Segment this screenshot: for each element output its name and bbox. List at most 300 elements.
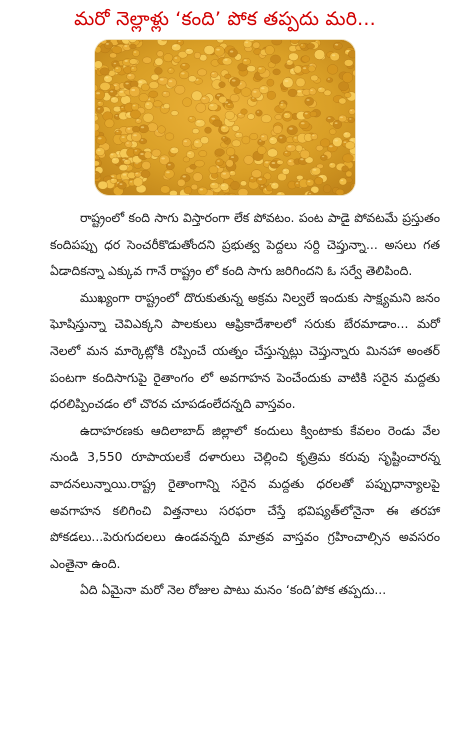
lentil-grain-highlight [335, 140, 338, 142]
lentil-grain [129, 59, 137, 65]
lentil-grain [232, 125, 239, 131]
lentil-grain-highlight [341, 180, 344, 182]
lentil-grain [271, 182, 279, 189]
lentil-grain-highlight [285, 80, 289, 82]
lentil-grain-highlight [117, 152, 120, 154]
lentil-grain-highlight [211, 118, 215, 120]
lentil-grain [229, 171, 235, 176]
lentil-grain-highlight [305, 113, 308, 115]
lentil-grain-highlight [344, 141, 347, 143]
lentil-grain [315, 177, 323, 185]
lentil-grain [163, 103, 169, 108]
lentil-grain [226, 148, 235, 156]
lentil-grain [164, 169, 174, 178]
lentil-grain-highlight [239, 114, 242, 115]
lentil-grain [230, 78, 240, 87]
lentil-grain [183, 98, 192, 107]
lentil-grain [228, 49, 238, 58]
lentil-grain [157, 51, 164, 57]
lentil-grain-highlight [190, 117, 193, 119]
lentil-grain [129, 44, 136, 49]
lentil-grain [164, 54, 173, 62]
lentil-grain [226, 103, 233, 108]
lentil-grain-highlight [175, 57, 178, 59]
lentil-grain [286, 144, 296, 151]
lentil-grain [257, 66, 266, 73]
lentil-grain [210, 182, 219, 189]
lentil-grain [296, 175, 303, 180]
lentil-grain-highlight [110, 91, 113, 93]
lentil-grain-highlight [230, 51, 233, 53]
lentil-grain [267, 149, 277, 157]
lentil-grain [279, 103, 287, 109]
lentil-grain [193, 173, 203, 182]
lentil-grain-highlight [141, 139, 144, 141]
lentil-grain-highlight [168, 164, 171, 166]
lentil-grain-highlight [187, 49, 190, 51]
lentil-grain [158, 126, 166, 134]
lentil-grain-highlight [329, 145, 333, 147]
lentil-grain [141, 170, 150, 177]
lentil-grain [247, 66, 256, 72]
lentil-grain-highlight [328, 117, 331, 119]
lentil-grain [283, 77, 294, 87]
lentil-grain-highlight [272, 162, 276, 164]
lentil-grain [118, 182, 127, 190]
lentil-grain-highlight [222, 173, 226, 175]
lentil-grain [105, 119, 114, 128]
lentil-grain-highlight [340, 117, 343, 119]
lentil-grain-highlight [98, 102, 100, 103]
lentil-grain [200, 137, 208, 144]
lentil-grain-highlight [278, 161, 280, 162]
lentil-grain-highlight [126, 142, 129, 143]
lentil-grain [220, 171, 230, 179]
lentil-grain-highlight [217, 160, 220, 162]
lentil-grain [219, 82, 226, 88]
lentil-grain [211, 72, 218, 78]
lentil-grain [166, 162, 174, 170]
lentil-grain [339, 98, 346, 104]
lentil-grain [252, 170, 262, 178]
article-paragraph-3: ఉదాహరణకు ఆదిలాబాద్ జిల్లాలో కందులు క్వింటాకు కేవలం రెండు వేల నుండి 3,550 రూపాయలకే దళారులు చెల్లించి కృత్రిమ కరువు సృష్టించారన్న వాదనలున్నాయి.రాష్ట్ర రైతాంగాన్ని సరైన మద్దతు ధరలతో పప్పుధాన్యాలపై అవగాహన కలిగించి విత్తనాలు సరఫరా చేస్తే భవిష్యత్‌లోనైనా ఈ తరహా పోకడలు...పెరుగుదలలు ఉండవన్నది మాత్రవ వాస్తవం గ్రహించాల్సిన అవసరం ఎంతైనా ఉంది. [50, 422, 440, 571]
lentil-grain [167, 78, 176, 87]
lentil-grain-highlight [169, 69, 171, 70]
lentil-grain [198, 69, 207, 76]
lentil-grain [149, 81, 159, 88]
lentil-grain [152, 149, 161, 157]
lentil-grain-highlight [332, 54, 335, 56]
lentil-grain-highlight [178, 41, 180, 42]
lentil-grain [134, 172, 141, 177]
lentil-grain [125, 141, 132, 148]
lentil-grain-highlight [120, 91, 123, 93]
lentil-grain-highlight [116, 115, 118, 116]
lentil-grain [209, 166, 218, 174]
lentil-grain [188, 76, 196, 82]
lentil-grain-highlight [258, 178, 262, 180]
lentil-grain-highlight [224, 59, 227, 61]
lentil-grain [219, 96, 227, 103]
lentil-grain [330, 52, 340, 61]
lentil-grain-highlight [309, 193, 311, 194]
lentil-grain-highlight [301, 122, 305, 124]
lentil-grain-highlight [125, 160, 128, 161]
lentil-grain [299, 121, 309, 129]
lentil-grain [253, 42, 260, 49]
lentil-grain [129, 86, 140, 97]
lentil-grain [130, 110, 140, 119]
lentil-grain-highlight [245, 42, 248, 44]
lentil-grain [302, 56, 310, 63]
lentil-grain [283, 113, 290, 119]
lentil-grain-highlight [307, 99, 310, 101]
lentil-grain [344, 93, 351, 98]
lentil-grain-highlight [228, 104, 230, 105]
lentil-grain [320, 155, 327, 161]
lentil-grain [259, 86, 269, 94]
lentil-grain-highlight [346, 50, 349, 52]
lentil-grain [180, 63, 189, 69]
lentil-grain-highlight [98, 108, 101, 110]
lentil-grain-highlight [212, 183, 215, 185]
lentil-grain [294, 66, 302, 74]
lentil-grain [260, 134, 268, 141]
article-paragraph-2: ముఖ్యంగా రాష్ట్రంలో దొరుకుతున్న అక్రమ నిల్వలే ఇందుకు సాక్ష్యమని జనం ఘోషిస్తున్నా చెవిఎక్కని పాలకులు ఆఫ్రికాదేశాలలో సరుకు బేరమాడాం... మరో నెలలో మన మార్కెట్లోకి రప్పించే యత్నం చేస్తున్నట్లు చెప్తున్నారు మినహా అంతర్ పంటగా కందిసాగుపై రైతాంగం లో అవగాహన పెంచేందుకు వాటికి సరైన మద్దతు ధరలిప్పించడం లో చొరవ చూపడంలేదన్నది వాస్తవం. [50, 289, 440, 412]
lentil-grain [350, 40, 355, 43]
lentil-grain-highlight [298, 90, 302, 92]
lentil-grain [338, 115, 346, 122]
lentil-grain [241, 109, 248, 115]
lentil-grain-highlight [281, 104, 284, 106]
lentil-grain [198, 187, 208, 195]
lentil-grain-highlight [288, 61, 290, 62]
lentil-grain [175, 85, 185, 94]
lentil-grain [241, 88, 251, 97]
lentil-grain [208, 103, 218, 111]
lentil-grain [215, 149, 225, 156]
lentil-grain [267, 91, 276, 99]
lentil-grain-highlight [172, 148, 175, 150]
lentil-grain [131, 132, 141, 142]
lentil-grain [323, 185, 331, 193]
lentil-grain [144, 152, 151, 159]
lentil-grain-highlight [200, 189, 203, 191]
lentil-grain [96, 135, 106, 144]
lentil-grain [213, 120, 222, 127]
lentil-grain [250, 133, 258, 140]
lentil-grain-highlight [273, 184, 276, 186]
lentil-grain-highlight [328, 78, 330, 79]
lentil-grain-highlight [284, 170, 287, 171]
lentil-grain [305, 97, 314, 105]
lentil-grain [343, 154, 354, 163]
lentil-grain [214, 46, 224, 56]
lentil-grain [131, 103, 139, 110]
lentil-grain [115, 130, 122, 135]
lentil-grain-highlight [113, 159, 116, 161]
lentil-grain [273, 125, 282, 134]
lentil-grain-highlight [300, 158, 303, 160]
article-body [50, 205, 440, 604]
lentil-grain-highlight [335, 122, 338, 124]
lentil-grain [168, 68, 174, 74]
lentil-grain [216, 159, 224, 166]
lentil-grain-highlight [132, 67, 134, 68]
lentil-grain [311, 167, 321, 175]
lentil-grain [314, 50, 325, 60]
lentil-grain-highlight [166, 171, 170, 173]
lentil-grain-highlight [265, 161, 268, 163]
lentil-grain-highlight [131, 89, 135, 91]
lentil-grain-highlight [278, 193, 281, 195]
lentil-grain [127, 73, 136, 80]
lentil-grain [256, 177, 266, 185]
lentil-grain [309, 88, 316, 95]
lentil-grain [139, 125, 149, 133]
lentil-grain-highlight [271, 138, 274, 140]
lentil-grain [300, 150, 310, 159]
lentil-grain [199, 150, 207, 156]
lentil-grain-highlight [257, 111, 259, 112]
lentil-grain-highlight [122, 136, 125, 138]
lentil-grain [109, 90, 118, 97]
lentil-grain [97, 101, 104, 106]
lentil-grain [162, 91, 170, 97]
lentil-grain-highlight [262, 136, 265, 138]
lentil-grain [194, 52, 201, 58]
lentil-grain-highlight [212, 73, 215, 74]
lentil-grain-highlight [195, 141, 198, 143]
lentil-grain-highlight [183, 176, 186, 178]
lentil-grain [96, 147, 105, 155]
lentil-grain-highlight [251, 178, 254, 179]
lentil-grain [329, 129, 336, 135]
lentil-grain [149, 91, 158, 98]
lentil-grain [221, 136, 228, 141]
lentil-grain [261, 115, 271, 123]
lentil-grain-highlight [259, 68, 262, 70]
lentil-grain [179, 71, 189, 79]
lentil-grain [191, 184, 198, 190]
lentil-grain [318, 87, 326, 93]
lentil-grain [110, 178, 117, 183]
lentil-grain [316, 145, 323, 151]
lentil-grain [225, 111, 235, 120]
lentil-grain [182, 139, 191, 147]
lentil-grain [240, 181, 246, 186]
lentil-grain [139, 93, 149, 101]
lentil-grain-highlight [222, 127, 225, 129]
article-paragraph-1: రాష్ట్రంలో కంది సాగు విస్తారంగా లేక పోవటం. పంట పాడై పోవటమే ప్రస్తుతం కందిపప్పు ధర సెంచరీకొడుతోందని ప్రభుత్వ పెద్దలు సర్ది చెప్తున్నా... అసలు గత ఏడాదికన్నా ఎక్కువ గానే రాష్ట్రం లో కంది సాగు జరిగిందని ఓ సర్వే తెలిపింది. [50, 210, 440, 279]
lentil-grain-highlight [231, 156, 234, 158]
lentil-grain [242, 136, 250, 144]
lentil-grain-highlight [223, 137, 225, 138]
lentil-grain [329, 163, 336, 169]
lentil-grain-highlight [308, 181, 311, 183]
lentil-grain [326, 116, 334, 122]
lentil-grain-highlight [125, 83, 128, 85]
lentil-grain [96, 106, 104, 113]
lentil-grain-highlight [312, 135, 314, 136]
lentil-grain [171, 111, 178, 116]
lentil-grain [188, 116, 196, 122]
lentil-grain [135, 119, 142, 124]
lentil-grain-highlight [116, 131, 118, 132]
lentil-grain-highlight [345, 133, 348, 135]
lentil-grain [257, 146, 266, 154]
lentil-grain [155, 58, 163, 66]
lentil-grain-highlight [135, 150, 138, 151]
lentil-grain-highlight [202, 98, 205, 100]
lentil-grain [95, 90, 105, 100]
lentil-grain [289, 53, 299, 61]
lentil-grain-highlight [105, 77, 108, 79]
lentil-grain-highlight [303, 67, 306, 69]
lentil-grain [151, 74, 159, 80]
lentil-grain-highlight [137, 119, 139, 120]
lentil-grain-highlight [285, 152, 288, 154]
lentil-grain-highlight [112, 98, 115, 100]
lentil-grain [169, 190, 177, 195]
lentil-grain-highlight [197, 121, 201, 123]
lentil-grain-highlight [134, 51, 137, 52]
lentil-grain [226, 160, 234, 168]
lentil-grain-highlight [289, 160, 292, 162]
lentil-grain-highlight [296, 183, 298, 184]
lentil-grain [133, 178, 143, 187]
lentil-grain [100, 40, 107, 44]
lentil-grain-highlight [120, 183, 123, 185]
lentil-grain [248, 114, 255, 120]
lentil-grain [345, 142, 355, 150]
lentil-grain-highlight [217, 95, 220, 97]
lentil-grain-highlight [182, 64, 185, 66]
lentil-grain [184, 187, 192, 194]
lentil-grain [205, 127, 212, 133]
lentil-grain [342, 166, 349, 172]
lentil-grain [342, 72, 352, 82]
lentil-grain-highlight [161, 157, 165, 159]
lentil-grain [343, 132, 351, 138]
lentil-grain [307, 43, 315, 49]
lentil-grain-highlight [139, 81, 143, 83]
lentil-grain-highlight [288, 146, 292, 148]
lentil-grain-highlight [146, 103, 149, 105]
lentil-grain [265, 45, 274, 54]
toor-dal-photo [95, 40, 355, 195]
lentil-grain [155, 67, 163, 74]
lentil-grain [242, 58, 251, 65]
lentil-grain-highlight [96, 92, 100, 94]
lentil-grain-highlight [289, 128, 293, 130]
lentil-grain-highlight [349, 118, 351, 119]
lentil-grain [270, 55, 280, 64]
lentil-grain [110, 53, 117, 58]
lentil-grain-highlight [130, 181, 132, 182]
lentil-grain-highlight [140, 153, 144, 155]
lentil-grain [201, 96, 210, 104]
lentil-grain [142, 161, 151, 169]
lentil-grain [220, 183, 229, 191]
lentil-grain [327, 65, 338, 75]
lentil-grain [98, 181, 108, 189]
lentil-grain [185, 49, 193, 55]
lentil-grain-highlight [128, 74, 131, 76]
lentil-grain [222, 58, 232, 65]
lentil-grain [269, 137, 277, 145]
lentil-grain [278, 135, 287, 143]
lentil-grain [173, 56, 181, 63]
lentil-grain-highlight [231, 172, 233, 173]
lentil-grain [141, 84, 149, 91]
lentil-grain [306, 179, 314, 186]
lentil-grain [232, 140, 241, 147]
lentil-grain-highlight [330, 164, 332, 165]
lentil-grain [160, 186, 170, 194]
lentil-grain-highlight [253, 91, 256, 93]
lentil-grain [235, 132, 243, 138]
lentil-grain-highlight [169, 80, 172, 82]
lentil-grain-highlight [285, 114, 288, 115]
lentil-grain [244, 155, 254, 164]
lentil-grain-highlight [236, 133, 239, 135]
lentil-grain-highlight [136, 173, 138, 174]
lentil-grain [238, 188, 248, 195]
lentil-grain [170, 147, 179, 154]
lentil-grain [111, 97, 119, 103]
lentil-grain-highlight [141, 126, 144, 128]
lentil-grain-highlight [106, 43, 109, 45]
lentil-grain [333, 42, 342, 49]
lentil-grain-highlight [98, 137, 102, 139]
lentil-grain-highlight [216, 49, 220, 51]
lentil-grain-highlight [127, 113, 130, 115]
lentil-grain [308, 66, 315, 72]
lentil-grain-highlight [121, 107, 123, 108]
lentil-grain-highlight [188, 153, 191, 155]
lentil-grain-highlight [261, 87, 264, 89]
lentil-grain-highlight [124, 45, 127, 47]
lentil-grain [165, 133, 174, 140]
lentil-grain-highlight [210, 104, 213, 106]
lentil-grain-highlight [350, 139, 353, 141]
lentil-grain [112, 46, 122, 53]
lentil-grain [300, 43, 306, 48]
lentil-grain [195, 119, 205, 127]
lentil-grain [326, 78, 333, 83]
lentil-grain [100, 68, 109, 75]
lentil-grain [296, 78, 305, 87]
lentil-grain-highlight [181, 72, 184, 74]
lentil-grain [183, 157, 190, 162]
lentil-grain [145, 101, 154, 109]
lentil-grain [310, 111, 317, 117]
lentil-grain [100, 82, 111, 90]
lentil-grain [147, 123, 157, 132]
lentil-grain [114, 66, 121, 73]
lentil-grain [192, 128, 199, 133]
lentil-grain [277, 160, 284, 165]
lentil-grain [256, 110, 263, 116]
lentil-grain [124, 159, 131, 164]
lentil-grain [95, 161, 100, 166]
lentil-grain-highlight [313, 169, 316, 171]
article-headline: మరో నెల్లాళ్లు ‘కంది’ పోక తప్పదు మరి... [74, 8, 376, 30]
lentil-grain [311, 133, 318, 139]
lentil-grain [333, 137, 343, 147]
lentil-grain-highlight [294, 137, 297, 138]
